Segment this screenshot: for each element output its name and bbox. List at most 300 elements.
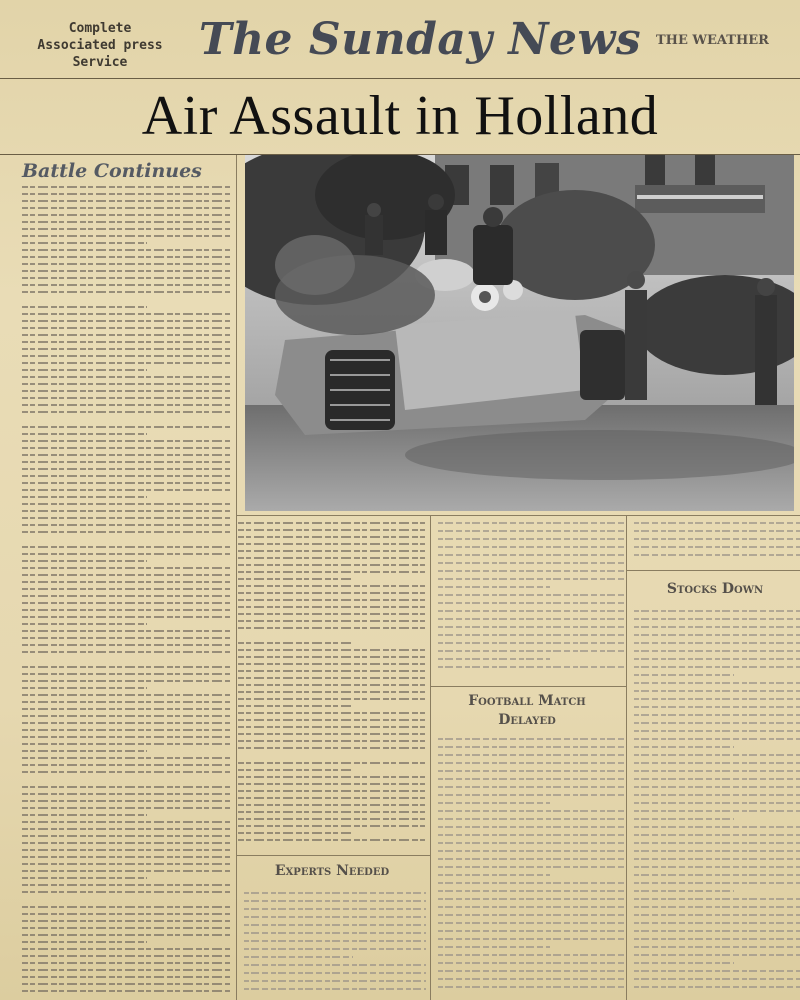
text-line bbox=[22, 390, 230, 392]
text-line bbox=[634, 826, 800, 828]
text-line bbox=[22, 800, 230, 802]
text-line bbox=[238, 557, 426, 559]
stocks-top-rule bbox=[626, 570, 800, 571]
text-line bbox=[634, 786, 800, 788]
text-line bbox=[238, 832, 351, 834]
text-line bbox=[438, 898, 624, 900]
text-line bbox=[438, 978, 624, 980]
text-line bbox=[634, 930, 800, 932]
text-line bbox=[634, 882, 800, 884]
text-line bbox=[438, 538, 624, 540]
text-line bbox=[22, 376, 230, 378]
text-line bbox=[238, 663, 426, 665]
text-line bbox=[634, 658, 800, 660]
text-line bbox=[634, 666, 800, 668]
text-line bbox=[238, 599, 426, 601]
text-line bbox=[238, 797, 426, 799]
text-line bbox=[238, 818, 426, 820]
text-line bbox=[238, 691, 426, 693]
text-line bbox=[22, 475, 230, 477]
text-line bbox=[22, 256, 230, 258]
battle-continues-title: Battle Continues bbox=[22, 160, 202, 182]
experts-article-text bbox=[244, 892, 426, 1000]
text-line bbox=[438, 786, 624, 788]
text-line bbox=[438, 906, 624, 908]
text-line bbox=[22, 595, 230, 597]
text-line bbox=[22, 927, 230, 929]
masthead bbox=[0, 0, 800, 79]
text-line bbox=[238, 754, 426, 762]
text-line bbox=[438, 922, 624, 924]
text-line bbox=[22, 531, 230, 533]
text-line bbox=[438, 866, 624, 868]
service-line-2: Associated press bbox=[37, 38, 163, 53]
text-line bbox=[634, 778, 800, 780]
text-line bbox=[634, 818, 734, 820]
text-line bbox=[244, 932, 426, 934]
text-line bbox=[22, 884, 230, 886]
text-line bbox=[22, 687, 147, 689]
text-line bbox=[22, 976, 230, 978]
football-title-line-2: Delayed bbox=[498, 712, 556, 728]
text-line bbox=[22, 369, 147, 371]
text-line bbox=[22, 228, 230, 230]
text-line bbox=[238, 719, 426, 721]
text-line bbox=[22, 623, 147, 625]
text-line bbox=[22, 482, 230, 484]
text-line bbox=[22, 934, 230, 936]
middle-article-text bbox=[238, 522, 426, 850]
text-line bbox=[22, 214, 230, 216]
text-line bbox=[22, 221, 230, 223]
text-line bbox=[22, 694, 230, 696]
text-line bbox=[238, 670, 426, 672]
text-line bbox=[238, 620, 426, 622]
text-line bbox=[438, 634, 624, 636]
text-line bbox=[634, 634, 800, 636]
text-line bbox=[438, 778, 624, 780]
text-line bbox=[634, 802, 800, 804]
text-line bbox=[22, 306, 147, 308]
text-line bbox=[22, 334, 230, 336]
text-line bbox=[634, 754, 800, 756]
text-line bbox=[238, 747, 426, 749]
text-line bbox=[238, 649, 426, 651]
text-line bbox=[238, 712, 426, 714]
stocks-article-text bbox=[634, 610, 800, 1000]
text-line bbox=[22, 644, 230, 646]
text-line bbox=[244, 924, 426, 926]
text-line bbox=[22, 814, 147, 816]
text-line bbox=[438, 850, 624, 852]
text-line bbox=[634, 538, 800, 540]
text-line bbox=[22, 277, 230, 279]
text-line bbox=[634, 722, 800, 724]
text-line bbox=[22, 793, 230, 795]
battle-article-text bbox=[22, 186, 230, 1000]
text-line bbox=[22, 849, 230, 851]
text-line bbox=[22, 906, 230, 908]
text-line bbox=[238, 804, 426, 806]
text-line bbox=[22, 524, 230, 526]
text-line bbox=[22, 263, 230, 265]
text-line bbox=[238, 783, 426, 785]
text-line bbox=[22, 186, 230, 188]
text-line bbox=[634, 810, 800, 812]
text-line bbox=[634, 842, 800, 844]
text-line bbox=[438, 738, 624, 740]
text-line bbox=[22, 842, 230, 844]
text-line bbox=[22, 433, 147, 435]
text-line bbox=[438, 586, 550, 588]
text-line bbox=[438, 642, 624, 644]
text-line bbox=[22, 898, 230, 906]
text-line bbox=[22, 341, 230, 343]
text-line bbox=[22, 891, 230, 893]
text-line bbox=[634, 954, 800, 956]
text-line bbox=[22, 383, 230, 385]
text-line bbox=[22, 200, 230, 202]
text-line bbox=[22, 348, 230, 350]
text-line bbox=[634, 874, 800, 876]
text-line bbox=[22, 757, 230, 759]
text-line bbox=[22, 955, 230, 957]
text-line bbox=[22, 828, 230, 830]
text-line bbox=[238, 684, 426, 686]
column-divider bbox=[236, 155, 237, 1000]
text-line bbox=[634, 858, 800, 860]
text-line bbox=[438, 554, 624, 556]
text-line bbox=[438, 650, 624, 652]
text-line bbox=[22, 284, 230, 286]
text-line bbox=[238, 677, 426, 679]
text-line bbox=[634, 770, 800, 772]
text-line bbox=[22, 560, 147, 562]
text-line bbox=[634, 738, 800, 740]
text-line bbox=[22, 877, 147, 879]
text-line bbox=[634, 794, 800, 796]
text-line bbox=[634, 706, 800, 708]
text-line bbox=[438, 546, 624, 548]
text-line bbox=[244, 964, 426, 966]
text-line bbox=[634, 946, 800, 948]
text-line bbox=[438, 842, 624, 844]
text-line bbox=[438, 986, 624, 988]
text-line bbox=[22, 856, 230, 858]
text-line bbox=[22, 715, 230, 717]
text-line bbox=[438, 874, 550, 876]
text-line bbox=[22, 588, 230, 590]
text-line bbox=[238, 769, 351, 771]
text-line bbox=[438, 530, 624, 532]
text-line bbox=[438, 858, 624, 860]
text-line bbox=[22, 658, 230, 666]
text-line bbox=[238, 585, 426, 587]
photo-bottom-rule bbox=[236, 515, 800, 516]
text-line bbox=[22, 807, 230, 809]
service-label bbox=[20, 20, 180, 71]
text-line bbox=[22, 708, 230, 710]
text-line bbox=[238, 642, 351, 644]
text-line bbox=[238, 740, 426, 742]
newspaper-title: The Sunday News bbox=[198, 14, 642, 65]
text-line bbox=[22, 538, 230, 546]
text-line bbox=[438, 570, 624, 572]
text-line bbox=[634, 850, 800, 852]
text-line bbox=[438, 522, 624, 524]
right-upper-text bbox=[634, 522, 800, 567]
text-line bbox=[438, 626, 624, 628]
text-line bbox=[22, 920, 230, 922]
column-divider bbox=[430, 515, 431, 1000]
text-line bbox=[22, 553, 230, 555]
text-line bbox=[438, 618, 624, 620]
text-line bbox=[438, 954, 624, 956]
text-line bbox=[22, 913, 230, 915]
text-line bbox=[238, 536, 426, 538]
text-line bbox=[634, 626, 800, 628]
text-line bbox=[22, 418, 230, 426]
text-line bbox=[238, 726, 426, 728]
text-line bbox=[438, 578, 624, 580]
text-line bbox=[22, 235, 230, 237]
text-line bbox=[22, 673, 230, 675]
text-line bbox=[22, 962, 230, 964]
text-line bbox=[22, 736, 230, 738]
text-line bbox=[438, 746, 624, 748]
text-line bbox=[22, 948, 230, 950]
text-line bbox=[244, 900, 426, 902]
text-line bbox=[22, 517, 230, 519]
text-line bbox=[238, 634, 426, 642]
text-line bbox=[244, 940, 426, 942]
text-line bbox=[634, 554, 800, 556]
text-line bbox=[22, 680, 230, 682]
text-line bbox=[634, 674, 734, 676]
column-divider bbox=[626, 515, 627, 1000]
text-line bbox=[22, 327, 230, 329]
text-line bbox=[22, 722, 230, 724]
text-line bbox=[244, 980, 426, 982]
text-line bbox=[634, 890, 734, 892]
text-line bbox=[438, 602, 624, 604]
text-line bbox=[22, 835, 230, 837]
text-line bbox=[244, 956, 353, 958]
text-line bbox=[238, 592, 426, 594]
text-line bbox=[438, 794, 624, 796]
text-line bbox=[634, 546, 800, 548]
main-headline: Air Assault in Holland bbox=[141, 85, 659, 147]
text-line bbox=[22, 969, 230, 971]
text-line bbox=[438, 754, 624, 756]
text-line bbox=[634, 762, 800, 764]
text-line bbox=[22, 291, 230, 293]
text-line bbox=[438, 962, 624, 964]
text-line bbox=[634, 922, 800, 924]
text-line bbox=[238, 733, 426, 735]
text-line bbox=[22, 786, 230, 788]
text-line bbox=[634, 610, 800, 612]
text-line bbox=[22, 510, 230, 512]
text-line bbox=[22, 404, 230, 406]
tank-photo bbox=[245, 155, 794, 511]
text-line bbox=[438, 658, 550, 660]
text-line bbox=[22, 270, 230, 272]
text-line bbox=[238, 606, 426, 608]
text-line bbox=[238, 627, 426, 629]
text-line bbox=[438, 882, 624, 884]
text-line bbox=[22, 397, 230, 399]
stocks-down-title: Stocks Down bbox=[666, 581, 764, 597]
text-line bbox=[22, 574, 230, 576]
text-line bbox=[438, 890, 624, 892]
text-line bbox=[22, 489, 230, 491]
text-line bbox=[22, 666, 230, 668]
text-line bbox=[22, 503, 230, 505]
text-line bbox=[22, 454, 230, 456]
text-line bbox=[438, 818, 624, 820]
text-line bbox=[22, 440, 230, 442]
text-line bbox=[22, 298, 230, 306]
upper-article-text bbox=[438, 522, 624, 680]
text-line bbox=[22, 609, 230, 611]
text-line bbox=[244, 916, 426, 918]
text-line bbox=[22, 320, 230, 322]
text-line bbox=[22, 313, 230, 315]
text-line bbox=[22, 821, 230, 823]
text-line bbox=[238, 564, 426, 566]
text-line bbox=[634, 650, 800, 652]
text-line bbox=[22, 771, 230, 773]
text-line bbox=[22, 616, 230, 618]
text-line bbox=[22, 426, 230, 428]
text-line bbox=[22, 651, 230, 653]
text-line bbox=[438, 938, 624, 940]
text-line bbox=[634, 642, 800, 644]
text-line bbox=[438, 930, 624, 932]
experts-top-rule bbox=[236, 855, 430, 856]
text-line bbox=[634, 522, 800, 524]
text-line bbox=[438, 802, 550, 804]
text-line bbox=[238, 578, 351, 580]
text-line bbox=[238, 839, 426, 841]
text-line bbox=[22, 941, 147, 943]
text-line bbox=[22, 701, 230, 703]
text-line bbox=[238, 613, 426, 615]
text-line bbox=[22, 750, 147, 752]
text-line bbox=[634, 970, 800, 972]
text-line bbox=[238, 656, 426, 658]
text-line bbox=[22, 743, 230, 745]
text-line bbox=[634, 698, 800, 700]
text-line bbox=[22, 193, 230, 195]
text-line bbox=[22, 729, 230, 731]
text-line bbox=[238, 790, 426, 792]
text-line bbox=[634, 978, 800, 980]
text-line bbox=[634, 866, 800, 868]
text-line bbox=[634, 746, 734, 748]
text-line bbox=[438, 946, 550, 948]
text-line bbox=[634, 730, 800, 732]
text-line bbox=[634, 898, 800, 900]
text-line bbox=[22, 249, 230, 251]
text-line bbox=[22, 362, 230, 364]
text-line bbox=[438, 610, 624, 612]
text-line bbox=[22, 496, 147, 498]
text-line bbox=[244, 988, 426, 990]
text-line bbox=[634, 962, 734, 964]
tank-photo-image bbox=[245, 155, 794, 511]
text-line bbox=[22, 468, 230, 470]
text-line bbox=[244, 948, 426, 950]
experts-needed-title: Experts Needed bbox=[274, 863, 390, 879]
text-line bbox=[438, 594, 624, 596]
text-line bbox=[238, 762, 426, 764]
football-title-line-1: Football Match bbox=[468, 693, 586, 709]
text-line bbox=[634, 914, 800, 916]
text-line bbox=[438, 770, 624, 772]
text-line bbox=[634, 906, 800, 908]
text-line bbox=[22, 764, 230, 766]
text-line bbox=[244, 908, 426, 910]
text-line bbox=[438, 666, 624, 668]
football-top-rule bbox=[430, 686, 626, 687]
text-line bbox=[238, 811, 426, 813]
text-line bbox=[238, 698, 426, 700]
text-line bbox=[634, 530, 800, 532]
text-line bbox=[634, 682, 800, 684]
text-line bbox=[22, 242, 147, 244]
weather-label: THE WEATHER bbox=[656, 33, 769, 48]
text-line bbox=[438, 762, 624, 764]
text-line bbox=[238, 705, 351, 707]
text-line bbox=[22, 630, 230, 632]
text-line bbox=[22, 863, 230, 865]
text-line bbox=[22, 990, 230, 992]
football-title bbox=[432, 692, 622, 730]
text-line bbox=[634, 938, 800, 940]
text-line bbox=[634, 618, 800, 620]
text-line bbox=[634, 834, 800, 836]
text-line bbox=[22, 778, 230, 786]
text-line bbox=[634, 986, 800, 988]
text-line bbox=[238, 776, 426, 778]
text-line bbox=[22, 870, 230, 872]
text-line bbox=[238, 529, 426, 531]
text-line bbox=[244, 972, 426, 974]
text-line bbox=[22, 207, 230, 209]
text-line bbox=[438, 834, 624, 836]
service-line-1: Complete bbox=[68, 21, 132, 36]
text-line bbox=[22, 567, 230, 569]
text-line bbox=[238, 522, 426, 524]
text-line bbox=[238, 550, 426, 552]
text-line bbox=[238, 543, 426, 545]
text-line bbox=[438, 562, 624, 564]
text-line bbox=[22, 411, 230, 413]
text-line bbox=[22, 461, 230, 463]
text-line bbox=[438, 970, 624, 972]
text-line bbox=[438, 914, 624, 916]
service-line-3: Service bbox=[72, 55, 128, 70]
text-line bbox=[22, 637, 230, 639]
text-line bbox=[22, 983, 230, 985]
text-line bbox=[634, 714, 800, 716]
text-line bbox=[22, 355, 230, 357]
text-line bbox=[22, 602, 230, 604]
text-line bbox=[238, 571, 426, 573]
text-line bbox=[438, 810, 624, 812]
